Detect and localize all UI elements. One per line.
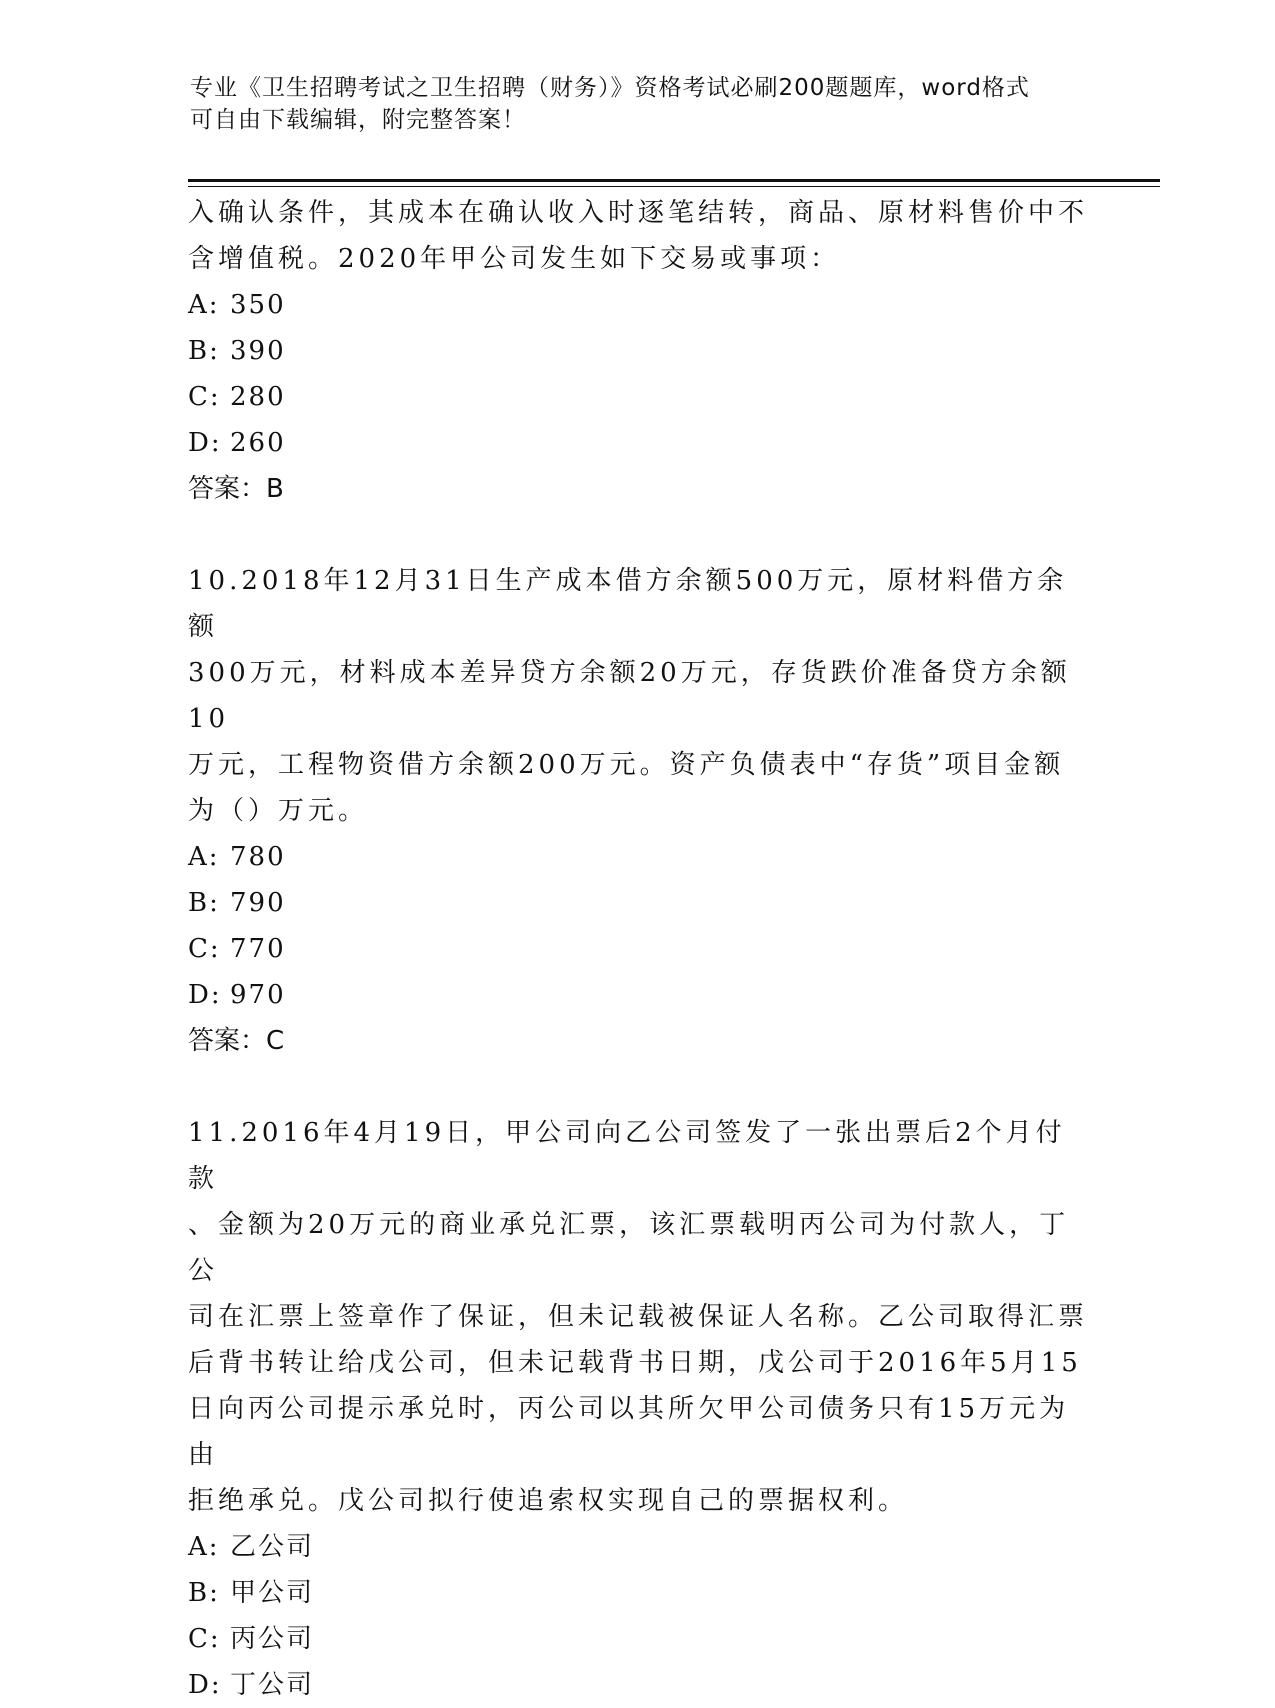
header-rule-thin xyxy=(188,186,1160,187)
option-value: 丁公司 xyxy=(230,1670,315,1700)
option-letter: C: xyxy=(188,1624,221,1654)
option-letter: D: xyxy=(188,980,222,1010)
option-value: 280 xyxy=(230,382,286,412)
question-spacer xyxy=(188,512,1088,558)
question-text-line: 后背书转让给戊公司，但未记载背书日期，戊公司于2016年5月15 xyxy=(188,1348,1082,1378)
option-value: 770 xyxy=(230,934,286,964)
question-text-line: 为（）万元。 xyxy=(188,796,369,826)
question-text-line: 11.2016年4月19日，甲公司向乙公司签发了一张出票后2个月付款 xyxy=(188,1118,1066,1194)
question-text-line: 司在汇票上签章作了保证，但未记载被保证人名称。乙公司取得汇票 xyxy=(188,1302,1089,1332)
answer-line: 答案：C xyxy=(188,1026,285,1056)
header-line-1: 专业《卫生招聘考试之卫生招聘（财务）》资格考试必刷200题题库，word格式 xyxy=(190,75,1030,101)
option-value: 970 xyxy=(230,980,286,1010)
option-d xyxy=(188,972,1088,1018)
question-text-line: 万元，工程物资借方余额200万元。资产负债表中“存货”项目金额 xyxy=(188,750,1065,780)
question-10 xyxy=(188,558,1088,1064)
question-text-line: 日向丙公司提示承兑时，丙公司以其所欠甲公司债务只有15万元为由 xyxy=(188,1394,1070,1470)
answer-line: 答案：B xyxy=(188,474,284,504)
option-value: 780 xyxy=(230,842,286,872)
option-letter: B: xyxy=(188,336,220,366)
option-value: 丙公司 xyxy=(230,1624,315,1654)
option-letter: B: xyxy=(188,1578,220,1608)
option-letter: D: xyxy=(188,428,222,458)
question-text-line: 拒绝承兑。戊公司拟行使追索权实现自己的票据权利。 xyxy=(188,1486,909,1516)
option-letter: D: xyxy=(188,1670,222,1700)
option-c xyxy=(188,926,1088,972)
option-a xyxy=(188,282,1088,328)
question-spacer xyxy=(188,1064,1088,1110)
option-a xyxy=(188,1524,1088,1570)
option-value: 260 xyxy=(230,428,286,458)
header-rule-thick xyxy=(188,179,1160,182)
document-body xyxy=(188,190,1088,1708)
question-text-line: 入确认条件，其成本在确认收入时逐笔结转，商品、原材料售价中不 xyxy=(188,198,1089,228)
option-letter: B: xyxy=(188,888,220,918)
question-text-line: 、金额为20万元的商业承兑汇票，该汇票载明丙公司为付款人，丁公 xyxy=(188,1210,1070,1286)
option-value: 乙公司 xyxy=(230,1532,315,1562)
question-11 xyxy=(188,1110,1088,1708)
option-letter: A: xyxy=(188,290,220,320)
option-b xyxy=(188,880,1088,926)
question-text-line: 含增值税。2020年甲公司发生如下交易或事项： xyxy=(188,244,841,274)
option-b xyxy=(188,1570,1088,1616)
option-value: 甲公司 xyxy=(230,1578,315,1608)
question-9 xyxy=(188,190,1088,512)
option-d xyxy=(188,420,1088,466)
option-value: 350 xyxy=(230,290,286,320)
header-line-2: 可自由下载编辑，附完整答案！ xyxy=(190,107,526,133)
option-c xyxy=(188,374,1088,420)
option-letter: A: xyxy=(188,1532,220,1562)
option-value: 390 xyxy=(230,336,286,366)
option-letter: A: xyxy=(188,842,220,872)
option-value: 790 xyxy=(230,888,286,918)
document-header xyxy=(190,72,1090,136)
option-b xyxy=(188,328,1088,374)
option-c xyxy=(188,1616,1088,1662)
option-letter: C: xyxy=(188,934,221,964)
option-a xyxy=(188,834,1088,880)
question-text-line: 10.2018年12月31日生产成本借方余额500万元，原材料借方余额 xyxy=(188,566,1068,642)
option-letter: C: xyxy=(188,382,221,412)
option-d xyxy=(188,1662,1088,1708)
question-text-line: 300万元，材料成本差异贷方余额20万元，存货跌价准备贷方余额10 xyxy=(188,658,1071,734)
